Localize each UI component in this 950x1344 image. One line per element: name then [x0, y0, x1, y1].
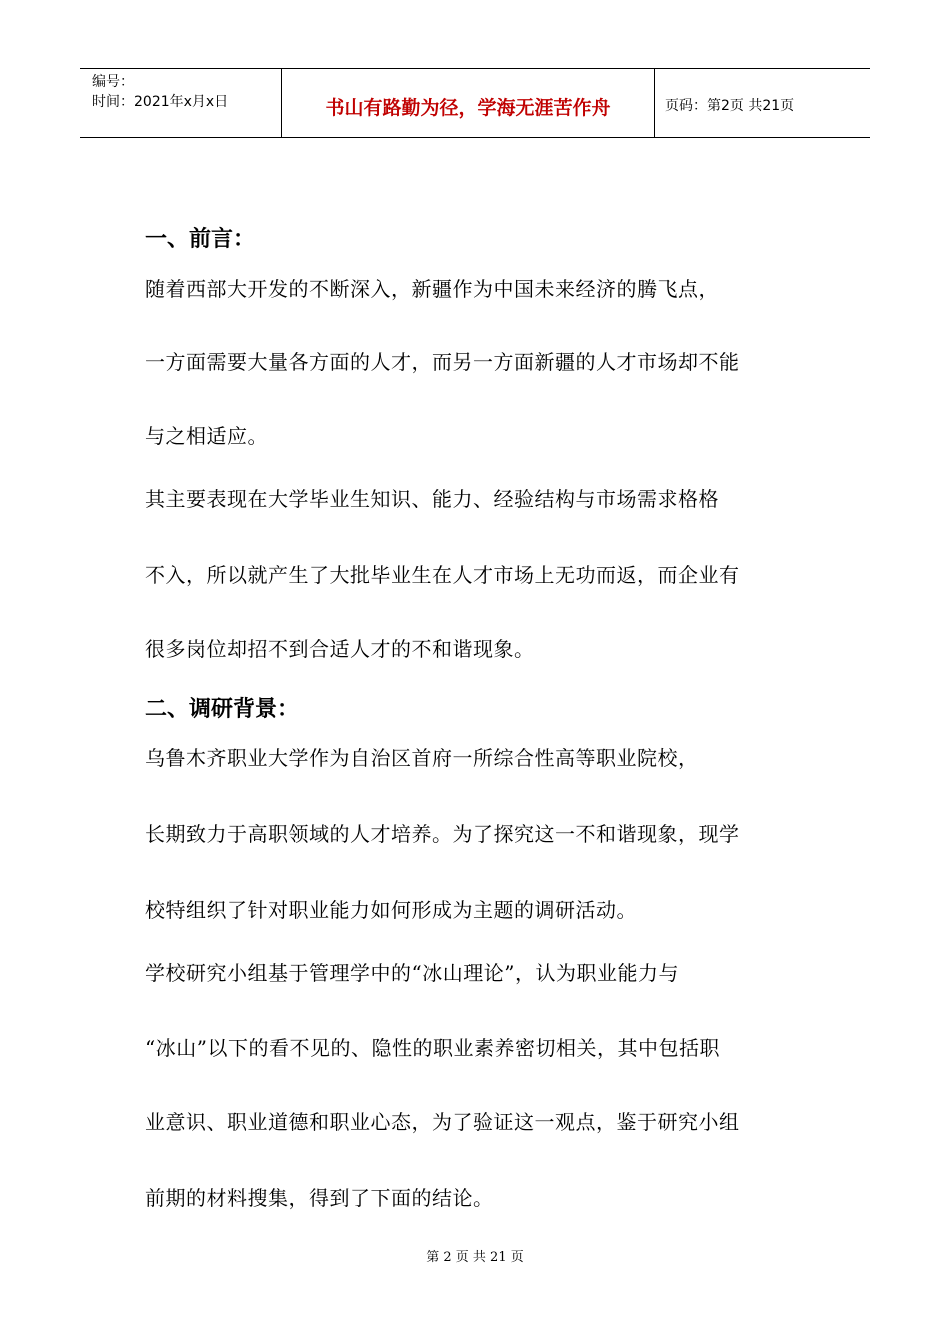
section-heading-preface: 一、前言：	[145, 227, 256, 252]
paragraph-line: 其主要表现在大学毕业生知识、能力、经验结构与市场需求格格	[145, 487, 719, 511]
section-heading-background: 二、调研背景：	[145, 697, 300, 722]
header-meta-cell	[80, 69, 282, 137]
paragraph-line: “冰山”以下的看不见的、隐性的职业素养密切相关，其中包括职	[145, 1036, 720, 1060]
paragraph-line: 一方面需要大量各方面的人才，而另一方面新疆的人才市场却不能	[145, 350, 740, 374]
paragraph-line: 学校研究小组基于管理学中的“冰山理论”，认为职业能力与	[145, 961, 679, 985]
header-motto: 书山有路勤为径，学海无涯苦作舟	[325, 97, 611, 119]
paragraph-line: 随着西部大开发的不断深入，新疆作为中国未来经济的腾飞点，	[145, 277, 719, 301]
header-motto-cell	[282, 69, 655, 137]
paragraph-line: 乌鲁木齐职业大学作为自治区首府一所综合性高等职业院校，	[145, 746, 699, 770]
paragraph-line: 长期致力于高职领域的人才培养。为了探究这一不和谐现象，现学	[145, 822, 740, 846]
paragraph-line: 与之相适应。	[145, 424, 268, 448]
paragraph-line: 不入，所以就产生了大批毕业生在人才市场上无功而返，而企业有	[145, 563, 740, 587]
document-number-label: 编号：	[92, 74, 134, 90]
paragraph-line: 业意识、职业道德和职业心态，为了验证这一观点，鉴于研究小组	[145, 1110, 740, 1134]
paragraph-line: 很多岗位却招不到合适人才的不和谐现象。	[145, 637, 535, 661]
header-page-info: 页码：第2页 共21页	[665, 98, 795, 114]
document-time-label: 时间：2021年x月x日	[92, 94, 229, 110]
document-header	[80, 68, 870, 138]
header-page-cell	[655, 69, 870, 137]
paragraph-line: 校特组织了针对职业能力如何形成为主题的调研活动。	[145, 898, 637, 922]
page-footer: 第 2 页 共 21 页	[426, 1250, 524, 1265]
paragraph-line: 前期的材料搜集，得到了下面的结论。	[145, 1186, 494, 1210]
